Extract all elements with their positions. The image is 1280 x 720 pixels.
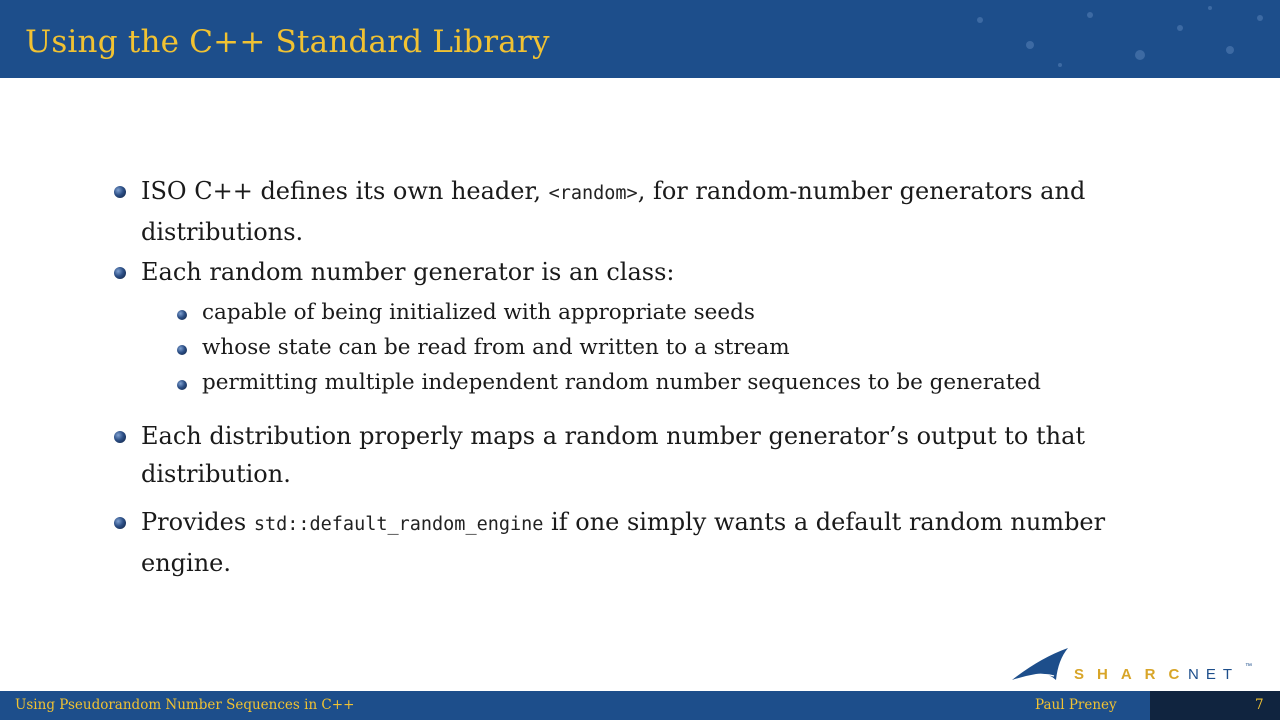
bullet-text: if one simply wants a default random number engine. bbox=[141, 508, 1106, 577]
bullet-text: , for random-number generators and distributions. bbox=[141, 177, 1086, 246]
sub-bullet-icon bbox=[177, 345, 187, 355]
bullet-icon bbox=[114, 431, 126, 443]
bullet-text: ISO C++ defines its own header, bbox=[141, 177, 549, 205]
bullet-item-default-engine bbox=[141, 503, 1181, 582]
sub-item-stream: whose state can be read from and written to a stream bbox=[202, 335, 790, 360]
bullet-text: Provides bbox=[141, 508, 254, 536]
sub-item-seeds: capable of being initialized with appropriate seeds bbox=[202, 300, 755, 325]
bullet-item-distribution: Each distribution properly maps a random number generator’s output to that distribution. bbox=[141, 422, 1086, 488]
footer-author: Paul Preney bbox=[1035, 697, 1117, 713]
sub-bullet-icon bbox=[177, 380, 187, 390]
footer-presentation-title: Using Pseudorandom Number Sequences in C++ bbox=[15, 697, 355, 713]
bullet-icon bbox=[114, 517, 126, 529]
slide-footer bbox=[0, 691, 1280, 720]
sharcnet-logo bbox=[1010, 646, 1270, 686]
code-default-engine: std::default_random_engine bbox=[253, 514, 544, 535]
svg-text:NET: NET bbox=[1188, 666, 1239, 683]
sub-item-sequences: permitting multiple independent random number sequences to be generated bbox=[202, 370, 1041, 395]
bullet-item-random-header bbox=[141, 172, 1141, 251]
footer-page-number: 7 bbox=[1255, 697, 1264, 713]
svg-text:™: ™ bbox=[1245, 663, 1252, 670]
sub-bullet-icon bbox=[177, 310, 187, 320]
svg-text:SHARC: SHARC bbox=[1074, 666, 1193, 683]
bullet-item-generator-class: Each random number generator is an class: bbox=[141, 258, 675, 286]
bullet-icon bbox=[114, 186, 126, 198]
code-random-header: <random> bbox=[548, 183, 638, 204]
slide-title: Using the C++ Standard Library bbox=[25, 24, 550, 60]
bullet-icon bbox=[114, 267, 126, 279]
